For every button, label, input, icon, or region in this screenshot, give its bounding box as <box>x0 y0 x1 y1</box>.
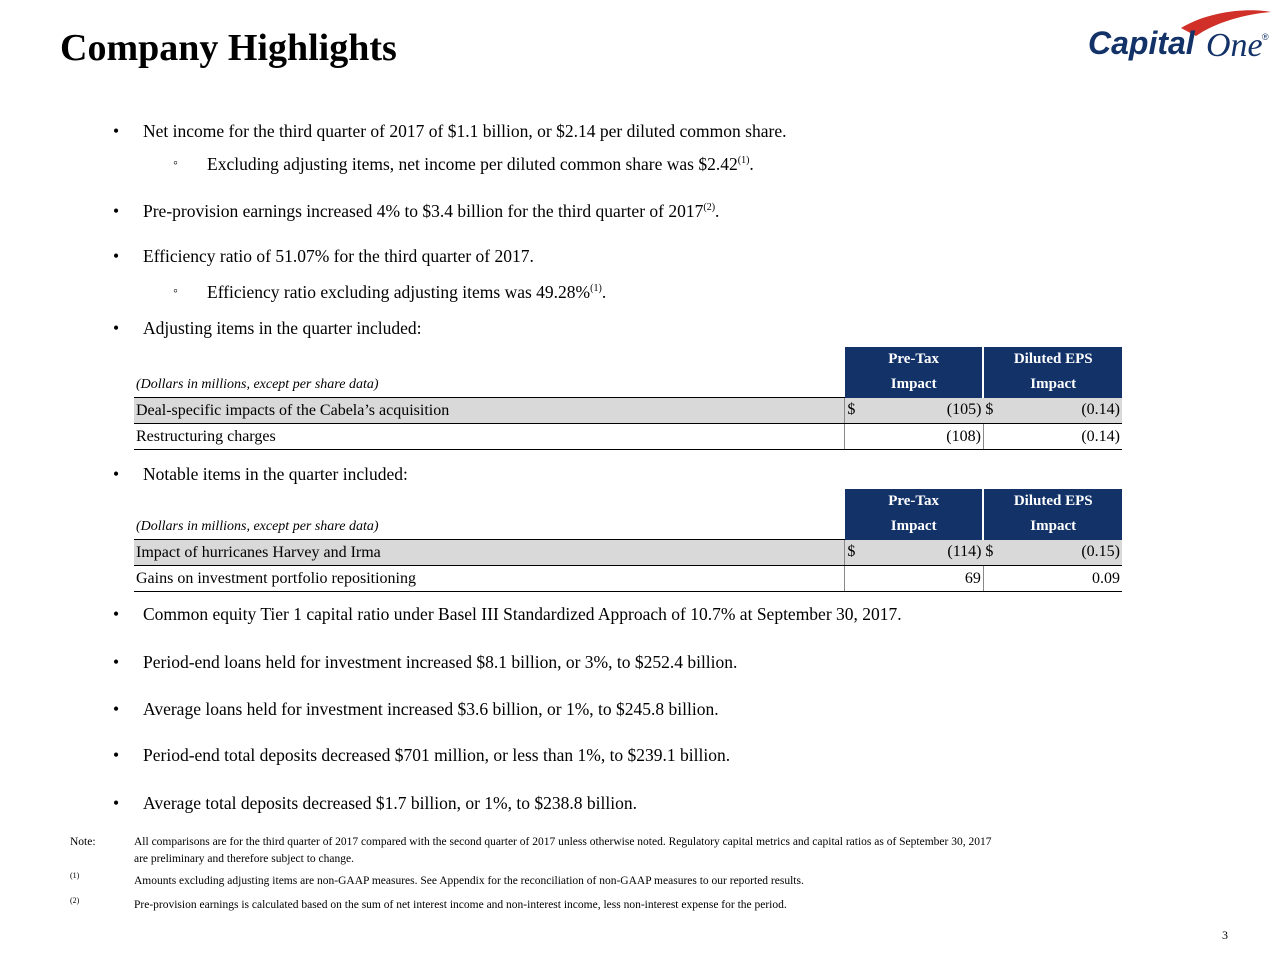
notable-items-table: Pre-Tax Diluted EPS (Dollars in millions, except per share data) Impact Impact Impact of hurricanes Harvey and Irma $ (114) $ (0.15) Gains on investment portfolio repositioning 69 0.09 <box>134 489 1122 592</box>
note-label: Note: <box>70 836 96 848</box>
table-row: Impact of hurricanes Harvey and Irma $ (114) $ (0.15) <box>134 540 1122 566</box>
capital-one-logo <box>1086 6 1276 72</box>
svg-text:One: One <box>1206 27 1263 64</box>
footnote-1-text: Amounts excluding adjusting items are non-GAAP measures. See Appendix for the reconciliation of non-GAAP measures to our reported results. <box>134 875 804 887</box>
page-title: Company Highlights <box>60 27 397 69</box>
eps-header: Diluted EPS <box>983 489 1122 514</box>
table-row: Deal-specific impacts of the Cabela’s acquisition $ (105) $ (0.14) <box>134 398 1122 424</box>
pretax-header: Pre-Tax <box>845 489 984 514</box>
logo-swoosh-icon <box>1086 6 1276 72</box>
pretax-header: Pre-Tax <box>845 347 984 372</box>
adjusting-items-table: Pre-Tax Diluted EPS (Dollars in millions, except per share data) Impact Impact Deal-specific impacts of the Cabela’s acquisition $ (105) $ (0.14) Restructuring charges (108) (0.14) <box>134 347 1122 450</box>
table-row: Gains on investment portfolio repositioning 69 0.09 <box>134 566 1122 592</box>
page-number: 3 <box>1222 928 1228 942</box>
svg-text:®: ® <box>1262 32 1269 42</box>
table-caption: (Dollars in millions, except per share data) <box>134 372 845 398</box>
footnote-2-text: Pre-provision earnings is calculated based on the sum of net interest income and non-interest income, less non-interest expense for the period. <box>134 899 787 911</box>
table-row: Restructuring charges (108) (0.14) <box>134 424 1122 450</box>
note-text-line-1: All comparisons are for the third quarter of 2017 compared with the second quarter of 2017 unless otherwise noted. Regulatory capital metrics and capital ratios as of September 30, 2017 <box>134 836 992 848</box>
note-text-line-2: are preliminary and therefore subject to change. <box>134 853 354 865</box>
footnote-1-label: (1) <box>70 871 80 880</box>
table-caption: (Dollars in millions, except per share data) <box>134 514 845 540</box>
footnote-2-label: (2) <box>70 896 80 905</box>
eps-header: Diluted EPS <box>983 347 1122 372</box>
svg-text:Capital: Capital <box>1088 25 1195 61</box>
